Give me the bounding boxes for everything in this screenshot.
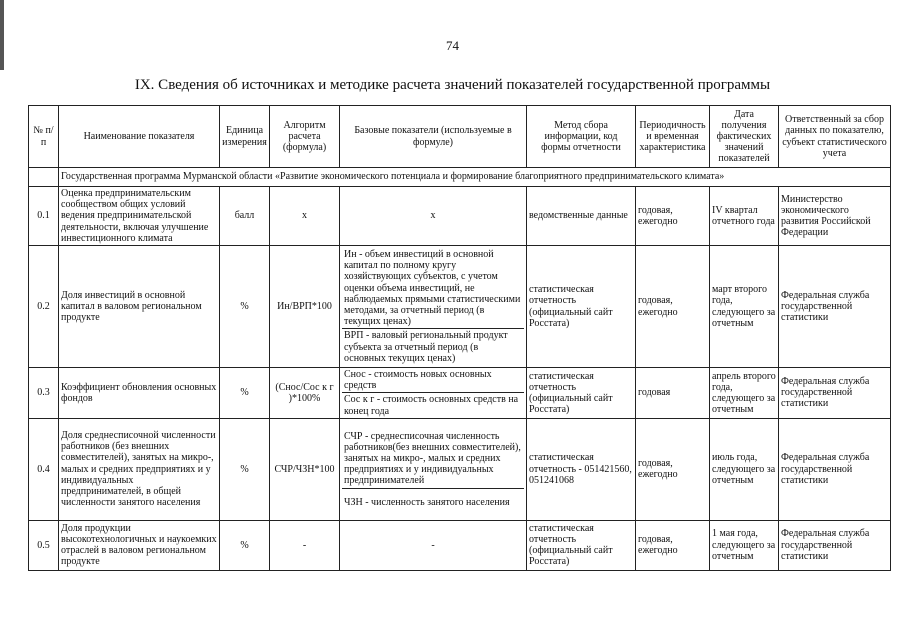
header-algorithm: Алгоритм расчета (формула)	[270, 106, 340, 168]
header-name: Наименование показателя	[59, 106, 220, 168]
cell-algorithm: (Снос/Сос к г )*100%	[270, 368, 340, 419]
page-edge-mark	[0, 0, 4, 70]
cell-unit: %	[220, 520, 270, 570]
table-row	[29, 246, 891, 368]
header-period: Периодичность и временная характеристика	[636, 106, 710, 168]
cell-algorithm: х	[270, 187, 340, 246]
cell-unit: %	[220, 368, 270, 419]
base-item: ЧЗН - численность занятого населения	[344, 496, 510, 508]
cell-base	[340, 368, 527, 419]
cell-resp: Министерство экономического развития Российской Федерации	[779, 187, 891, 246]
section-title: IX. Сведения об источниках и методике расчета значений показателей государственной программы	[134, 77, 771, 93]
cell-date: 1 мая года, следующего за отчетным	[710, 520, 779, 570]
cell-num: 0.2	[29, 246, 59, 368]
cell-base: х	[340, 187, 527, 246]
cell-period: годовая	[636, 368, 710, 419]
table-row	[29, 418, 891, 520]
cell-num: 0.3	[29, 368, 59, 419]
cell-date: апрель второго года, следующего за отчетным	[710, 368, 779, 419]
cell-period: годовая, ежегодно	[636, 418, 710, 520]
cell-name: Коэффициент обновления основных фондов	[59, 368, 220, 419]
cell-base	[340, 246, 527, 368]
cell-num: 0.1	[29, 187, 59, 246]
cell-method: статистическая отчетность (официальный сайт Росстата)	[527, 246, 636, 368]
cell-period: годовая, ежегодно	[636, 520, 710, 570]
cell-date: июль года, следующего за отчетным	[710, 418, 779, 520]
cell-base: -	[340, 520, 527, 570]
table-row	[29, 187, 891, 246]
header-date: Дата получения фактических значений показателей	[710, 106, 779, 168]
cell-name: Оценка предпринимательским сообществом общих условий ведения предпринимательской деятельности, включая улучшение инвестиционного климата	[59, 187, 220, 246]
cell-num: 0.5	[29, 520, 59, 570]
table-header-row	[29, 106, 891, 168]
cell-unit: %	[220, 246, 270, 368]
header-method: Метод сбора информации, код формы отчетности	[527, 106, 636, 168]
cell-resp: Федеральная служба государственной статистики	[779, 368, 891, 419]
base-item: ВРП - валовый региональный продукт субъекта за отчетный период (в основных текущих ценах)	[344, 330, 508, 364]
base-item: СЧР - среднесписочная численность работников(без внешних совместителей), занятых на микро-, малых и средних предприятиях и у индивидуальных предпринимателей	[342, 430, 524, 489]
cell-resp: Федеральная служба государственной статистики	[779, 418, 891, 520]
base-item: Снос - стоимость новых основных средств	[342, 368, 524, 393]
cell-algorithm: Ин/ВРП*100	[270, 246, 340, 368]
program-spacer	[29, 168, 59, 187]
cell-method: статистическая отчетность (официальный сайт Росстата)	[527, 520, 636, 570]
program-row	[29, 168, 891, 187]
cell-num: 0.4	[29, 418, 59, 520]
cell-period: годовая, ежегодно	[636, 246, 710, 368]
cell-date: март второго года, следующего за отчетным	[710, 246, 779, 368]
cell-method: статистическая отчетность - 051421560, 051241068	[527, 418, 636, 520]
header-resp: Ответственный за сбор данных по показателю, субъект статистического учета	[779, 106, 891, 168]
header-unit: Единица измерения	[220, 106, 270, 168]
header-base: Базовые показатели (используемые в формуле)	[340, 106, 527, 168]
base-item: Сос к г - стоимость основных средств на конец года	[344, 394, 519, 417]
cell-method: ведомственные данные	[527, 187, 636, 246]
program-title: Государственная программа Мурманской области «Развитие экономического потенциала и формирование благоприятного предпринимательского климата»	[59, 168, 891, 187]
cell-unit: балл	[220, 187, 270, 246]
indicators-table	[28, 105, 891, 571]
base-item: Ин - объем инвестиций в основной капитал по полному кругу хозяйствующих субъектов, с учетом оценки объема инвестиций, не наблюдаемых прямыми статистическими методами, за отчетный период (в текущих ценах)	[342, 248, 524, 329]
header-num: № п/п	[29, 106, 59, 168]
cell-base	[340, 418, 527, 520]
cell-algorithm: -	[270, 520, 340, 570]
table-row	[29, 520, 891, 570]
cell-method: статистическая отчетность (официальный сайт Росстата)	[527, 368, 636, 419]
cell-resp: Федеральная служба государственной статистики	[779, 246, 891, 368]
cell-algorithm: СЧР/ЧЗН*100	[270, 418, 340, 520]
table-row	[29, 368, 891, 419]
page-number: 74	[446, 38, 459, 53]
cell-name: Доля среднесписочной численности работников (без внешних совместителей), занятых на микро-, малых и средних предприятиях и у индивидуальных предпринимателей, в общей численности занятого населения	[59, 418, 220, 520]
cell-name: Доля продукции высокотехнологичных и наукоемких отраслей в валовом региональном продукте	[59, 520, 220, 570]
cell-date: IV квартал отчетного года	[710, 187, 779, 246]
cell-unit: %	[220, 418, 270, 520]
cell-period: годовая, ежегодно	[636, 187, 710, 246]
cell-name: Доля инвестиций в основной капитал в валовом региональном продукте	[59, 246, 220, 368]
cell-resp: Федеральная служба государственной статистики	[779, 520, 891, 570]
